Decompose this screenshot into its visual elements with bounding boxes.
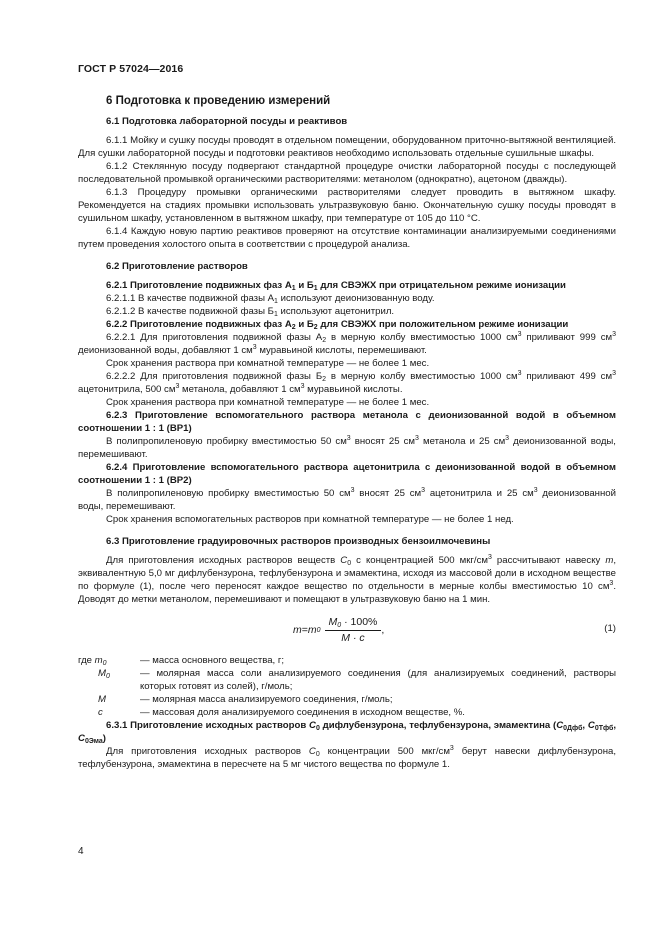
standard-header: ГОСТ Р 57024—2016 <box>78 63 184 75</box>
storage-note-3: Срок хранения вспомогательных растворов при комнатной температуре — не более 1 нед. <box>106 514 514 525</box>
page-content <box>78 94 616 771</box>
formula-1 <box>78 610 616 652</box>
paragraph-6-2-3: В полипропиленовую пробирку вместимостью 50 $см^3$ вносят 25 $см^3$ метанола и 25 $см^3$ деионизованной воды, перемешивают. <box>78 435 616 460</box>
paragraph-6-2-1-1: 6.2.1.1 В качестве подвижной фазы $А_1$ используют деионизованную воду. <box>106 293 435 305</box>
paragraph-6-1-4: 6.1.4 Каждую новую партию реактивов проверяют на отсутствие контаминации анализируемыми соединениями путем проведения холостого опыта в соответствии с процедурой анализа. <box>78 226 616 250</box>
heading-6-2-4: 6.2.4 Приготовление вспомогательного раствора ацетонитрила с деионизованной водой в объемном соотношении 1 : 1 (ВР2) <box>78 462 616 486</box>
subsection-6-3-title: 6.3 Приготовление градуировочных растворов производных бензоилмочевины <box>106 536 491 547</box>
heading-6-2-3: 6.2.3 Приготовление вспомогательного раствора метанола с деионизованной водой в объемном соотношении 1 : 1 (ВР1) <box>78 410 616 434</box>
page-number: 4 <box>78 846 84 857</box>
paragraph-6-2-4: В полипропиленовую пробирку вместимостью 50 $см^3$ вносят 25 $см^3$ ацетонитрила и 25 $см^3$ деионизованной воды, перемешивают. <box>78 487 616 512</box>
heading-6-2-2: 6.2.2 Приготовление подвижных фаз $А_2$ и $Б_2$ для СВЭЖХ при положительном режиме ионизации <box>106 319 569 331</box>
definition-item: c — массовая доля анализируемого соединения в исходном веществе, %. <box>98 707 465 718</box>
storage-note-2: Срок хранения раствора при комнатной температуре — не более 1 мес. <box>106 397 430 408</box>
subsection-6-2-title: 6.2 Приготовление растворов <box>106 261 248 272</box>
paragraph-6-2-1-2: 6.2.1.2 В качестве подвижной фазы $Б_1$ используют ацетонитрил. <box>106 306 395 318</box>
paragraph-6-1-2: 6.1.2 Стеклянную посуду подвергают стандартной процедуре очистки лабораторной посуды с последующей последовательной промывкой органическими растворителями: метанолом (однократно), ацетоном (дважды). <box>78 161 616 185</box>
paragraph-6-1-3: 6.1.3 Процедуру промывки органическими растворителями следует проводить в вытяжном шкафу. Рекомендуется на стадиях промывки использовать ультразвуковую баню. Окончательную сушку посуды проводят в сушильном шкафу, установленном в вытяжном шкафу, при температуре от 105 до 110 °С. <box>78 187 616 224</box>
definition-item: M — молярная масса анализируемого соединения, г/моль; <box>98 694 393 705</box>
section-title: 6 Подготовка к проведению измерений <box>106 95 331 107</box>
paragraph-6-2-2-2: 6.2.2.2 Для приготовления подвижной фазы $Б_2$ в мерную колбу вместимостью 1000 $см^3$ приливают 499 $см^3$ ацетонитрила, 500 $см^3$ метанола, добавляют 1 $см^3$ муравьиной кислоты. <box>78 370 616 395</box>
definition-item: $M_0$ — молярная масса соли анализируемого соединения (для анализируемых соединений, растворы которых готовят из солей), г/моль; <box>98 668 616 692</box>
definition-item: где $m_0$ — масса основного вещества, г; <box>78 655 285 667</box>
storage-note-1: Срок хранения раствора при комнатной температуре — не более 1 мес. <box>106 358 430 369</box>
formula-expression: m = m 0 $\frac{M_0 \cdot 100\%}{M \cdot c}$ , <box>293 616 385 644</box>
formula-number: (1) <box>604 623 616 634</box>
paragraph-6-3-1: Для приготовления исходных растворов $C_0$ концентрации 500 мкг/$см^3$ берут навески дифлубензурона, тефлубензурона, эмамектина в пересчете на 5 мг чистого вещества по формуле 1. <box>78 745 616 770</box>
paragraph-6-2-2-1: 6.2.2.1 Для приготовления подвижной фазы $А_2$ в мерную колбу вместимостью 1000 $см^3$ приливают 999 $см^3$ деионизованной воды, добавляют 1 $см^3$ муравьиной кислоты, перемешивают. <box>78 331 616 356</box>
paragraph-6-1-1: 6.1.1 Мойку и сушку посуды проводят в отдельном помещении, оборудованном приточно-вытяжной вентиляцией. Для сушки лабораторной посуды и подготовки реактивов необходимо использовать отдельные сушильные шкафы. <box>78 135 616 159</box>
heading-6-2-1: 6.2.1 Приготовление подвижных фаз $А_1$ и $Б_1$ для СВЭЖХ при отрицательном режиме ионизации <box>106 280 566 292</box>
subsection-6-1-title: 6.1 Подготовка лабораторной посуды и реактивов <box>106 116 348 127</box>
heading-6-3-1: 6.3.1 Приготовление исходных растворов $C_0$ дифлубензурона, тефлубензурона, эмамектина ($C_{0Дфб}$, $C_{0Тфб}$, $C_{0Эма}$) <box>78 720 617 745</box>
paragraph-6-3: Для приготовления исходных растворов веществ $C_0$ с концентрацией 500 мкг/$см^3$ рассчитывают навеску m, эквивалентную 5,0 мг дифлубензурона, тефлубензурона и эмамектина, исходя из массовой доли в исходном веществе по формуле (1), после чего переносят каждое вещество по отдельности в мерные колбы вместимостью 10 $см^3$. Доводят до метки метанолом, перемешивают и помещают в ультразвуковую баню на 1 мин. <box>78 554 616 605</box>
formula-definitions <box>78 654 616 719</box>
formula-fraction: $\frac{M_0 \cdot 100\%}{M \cdot c}$ <box>325 616 382 645</box>
